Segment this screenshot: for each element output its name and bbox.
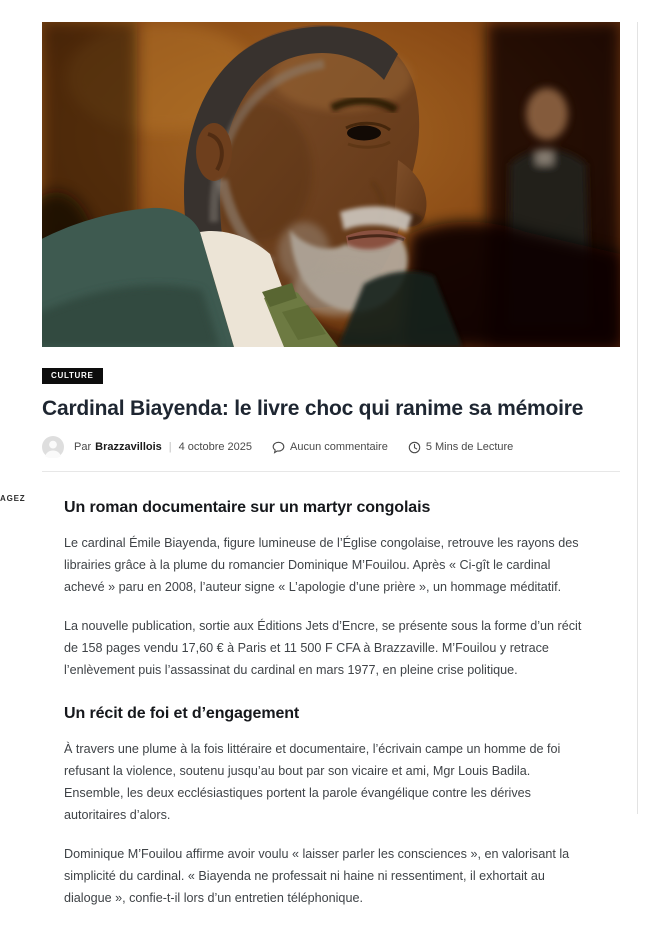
portrait-photo-illustration bbox=[42, 22, 620, 347]
comments-meta[interactable] bbox=[272, 441, 388, 454]
paragraph-3: À travers une plume à la fois littéraire et documentaire, l’écrivain campe un homme de foi refusant la violence, soutenu jusqu’au bout par son vicaire et ami, Mgr Louis Badila. Ensemble, les deux ecclésiastiques portent la parole évangélique contre les dérives autoritaires d’alors. bbox=[64, 742, 561, 823]
byline-prefix: Par bbox=[74, 441, 92, 454]
speech-bubble-icon bbox=[272, 441, 285, 454]
article-body bbox=[42, 472, 620, 909]
category-badge[interactable]: CULTURE bbox=[42, 368, 103, 384]
section-heading-1: Un roman documentaire sur un martyr congolais bbox=[64, 499, 431, 517]
byline bbox=[42, 436, 620, 458]
reading-time-meta bbox=[408, 441, 513, 454]
article-column bbox=[42, 22, 620, 926]
article-hero-photo bbox=[42, 22, 620, 347]
comments-label: Aucun commentaire bbox=[290, 441, 388, 454]
author-link[interactable]: Brazzavillois bbox=[95, 441, 162, 454]
paragraph-1: Le cardinal Émile Biayenda, figure lumineuse de l’Église congolaise, retrouve les rayons des librairies grâce à la plume du romancier Dominique M’Fouilou. Après « Ci-gît le cardinal achevé » paru en 2008, l’auteur signe « L’apologie d’une prière », un hommage méditatif. bbox=[64, 536, 579, 595]
publish-date: 4 octobre 2025 bbox=[178, 441, 253, 454]
page-right-border bbox=[637, 22, 638, 814]
person-icon[interactable] bbox=[42, 436, 64, 458]
share-label[interactable]: AGEZ bbox=[0, 494, 26, 503]
paragraph-2: La nouvelle publication, sortie aux Éditions Jets d’Encre, se présente sous la forme d’un récit de 158 pages vendu 17,60 € à Paris et 11 500 F CFA à Brazzaville. M’Fouilou y retrace l’enlèvement puis l’assassinat du cardinal en mars 1977, en pleine crise politique. bbox=[64, 619, 582, 678]
byline-separator: | bbox=[168, 441, 172, 454]
clock-icon bbox=[408, 441, 421, 454]
paragraph-4: Dominique M’Fouilou affirme avoir voulu « laisser parler les consciences », en valorisant la simplicité du cardinal. « Biayenda ne professait ni haine ni ressentiment, il exhortait au dialogue », confie-t-il lors d’un entretien téléphonique. bbox=[64, 847, 570, 906]
section-heading-2: Un récit de foi et d’engagement bbox=[64, 705, 300, 723]
article-title: Cardinal Biayenda: le livre choc qui ranime sa mémoire bbox=[42, 397, 584, 420]
reading-time-label: 5 Mins de Lecture bbox=[425, 441, 514, 454]
